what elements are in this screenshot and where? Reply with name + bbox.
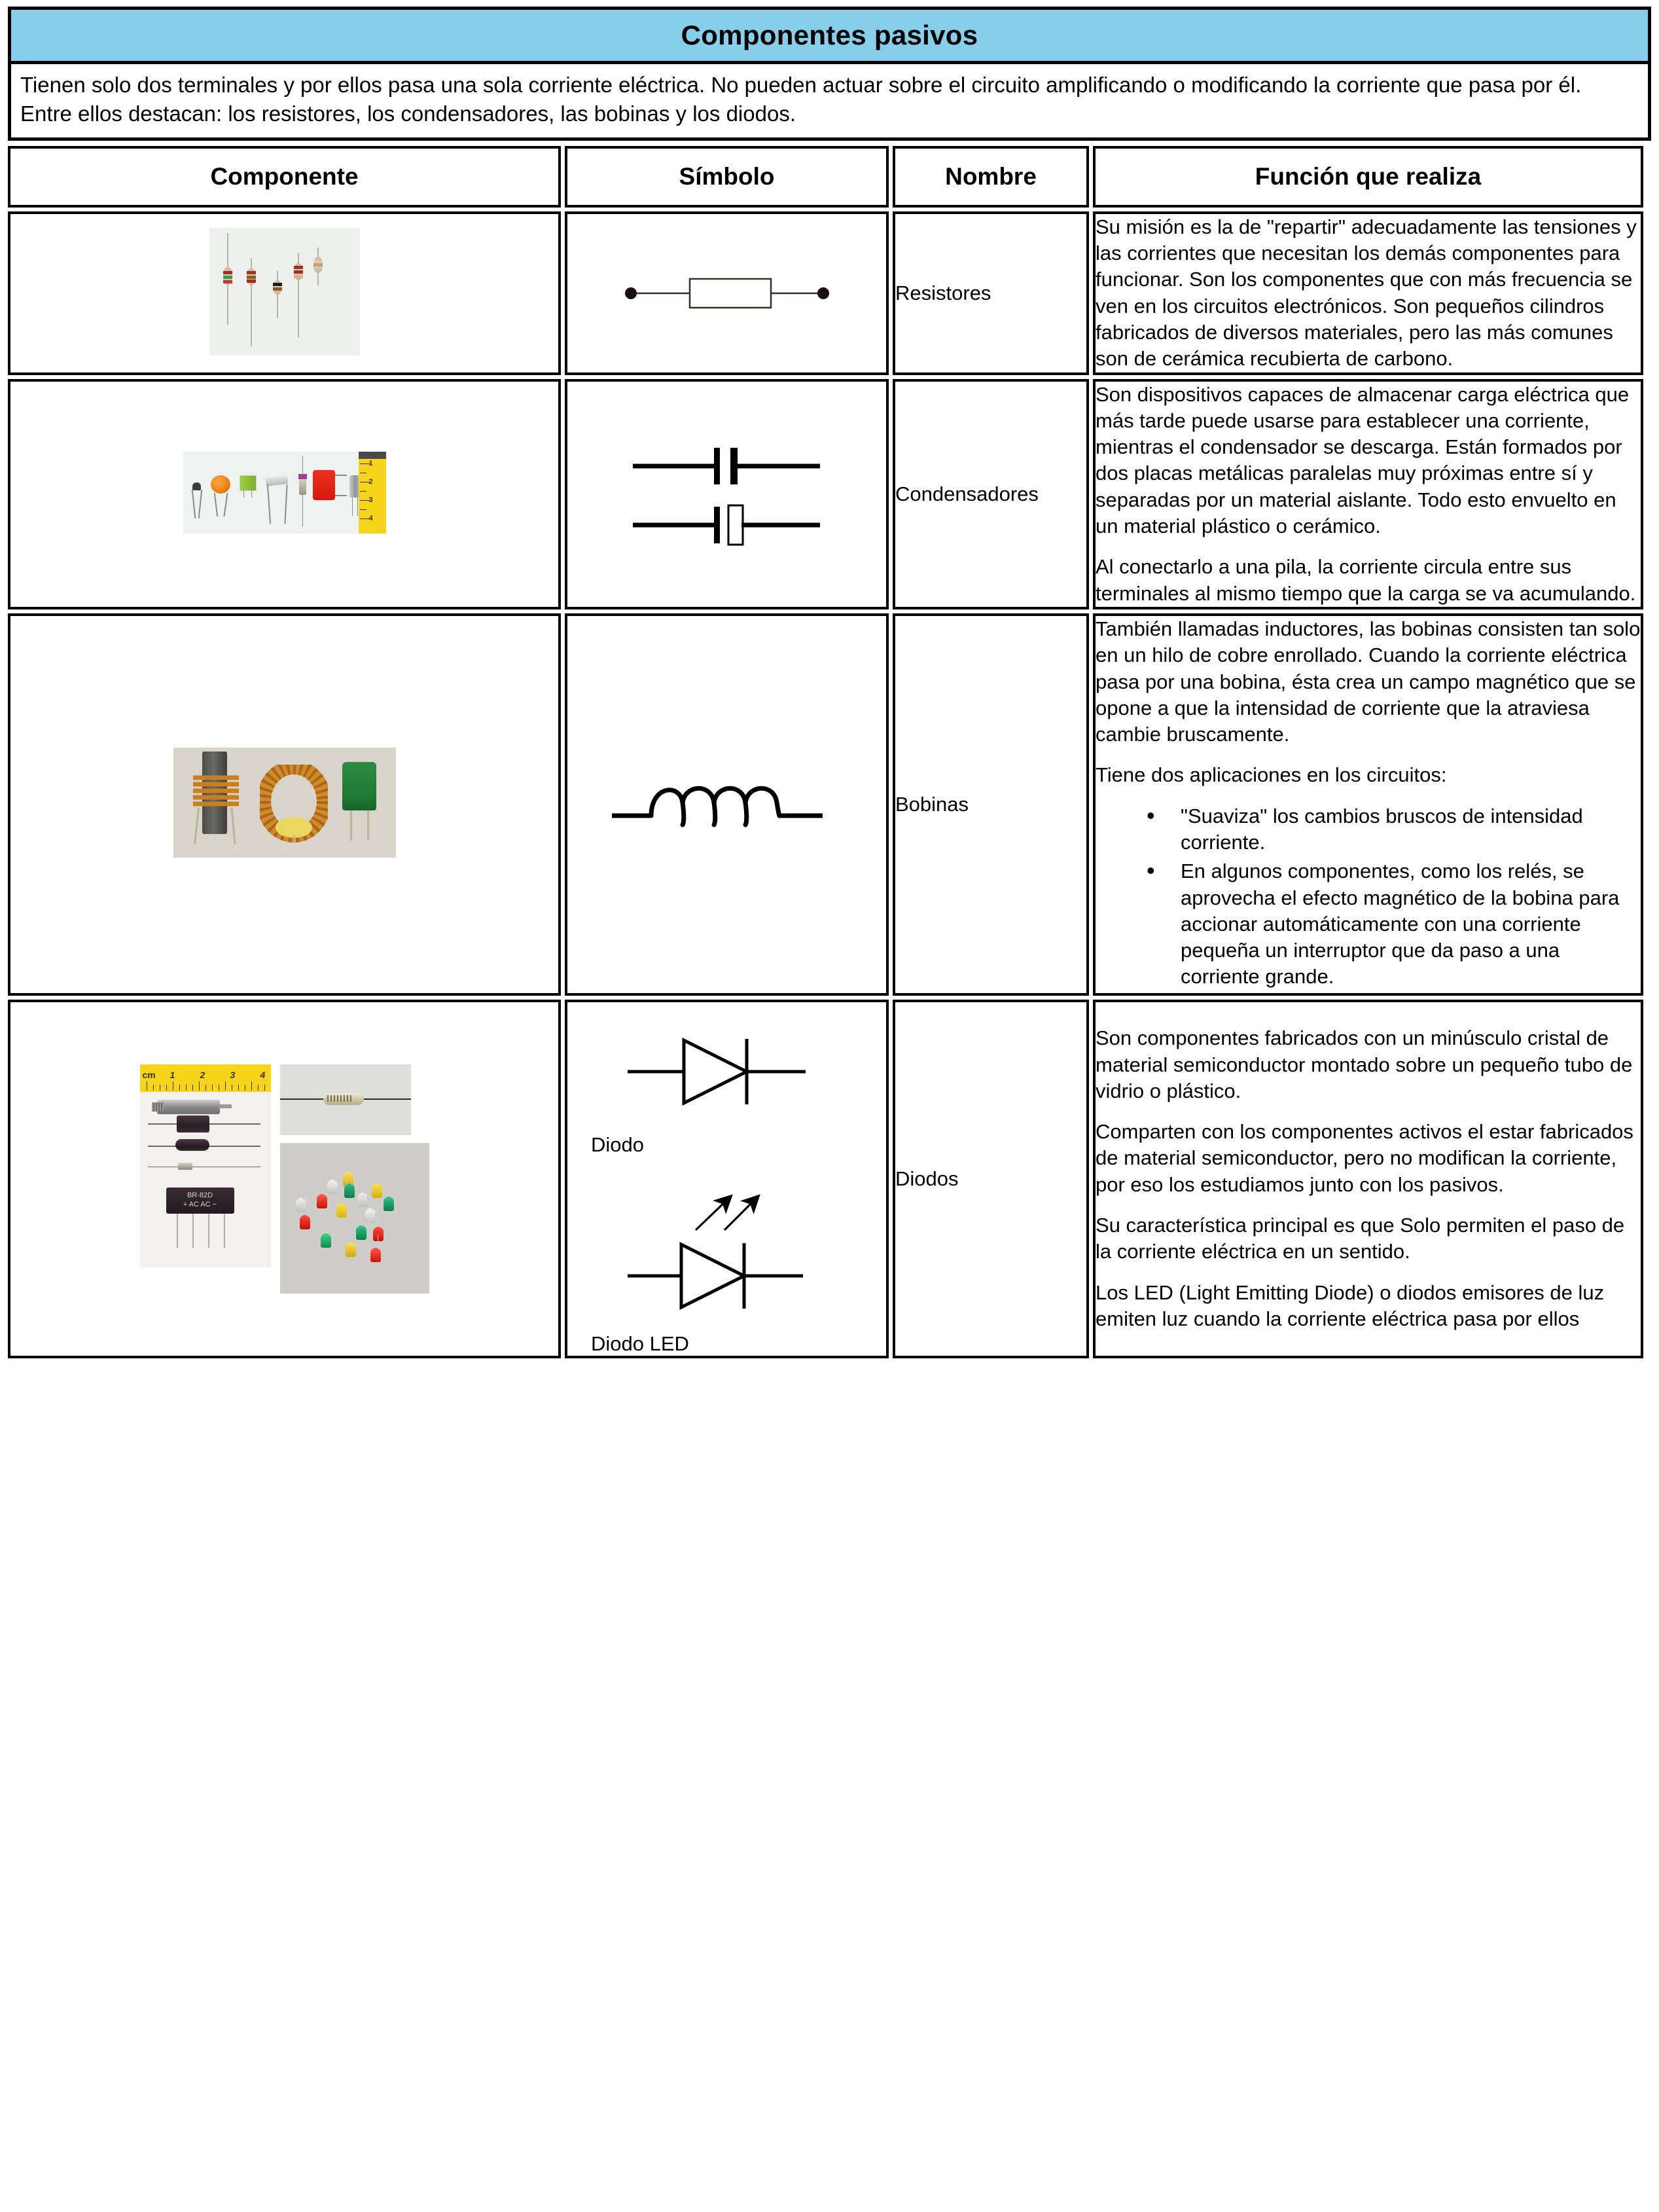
diode-symbol-cell (565, 1000, 889, 1358)
function-cell (1093, 379, 1643, 609)
component-name-cell (893, 379, 1089, 609)
led-symbol (616, 1179, 838, 1330)
function-paragraph: También llamadas inductores, las bobinas consisten tan solo en un hilo de cobre enrollado. Cuando la corriente eléctrica pasa por una bobina, ésta crea un campo magnético que se opone a que la intensidad de corriente que la atraviesa cambie bruscamente. (1096, 617, 1641, 746)
component-name-cell (893, 1000, 1089, 1358)
document-title-banner (8, 7, 1651, 64)
function-cell (1093, 211, 1643, 375)
component-name-cell (893, 211, 1089, 375)
function-paragraph: Su misión es la de "repartir" adecuadamente las tensiones y las corrientes que necesitan los demás componentes para funcionar. Son los componentes que con más frecuencia se ven en los circuitos electrónicos. Son pequeños cilindros fabricados de diversos materiales, pero las más comunes son de cerámica recubierta de carbono. (1096, 215, 1637, 371)
ruler-scale: cm 1 2 3 4 (140, 1064, 271, 1092)
table-row (8, 211, 1643, 375)
toroid-inductor (260, 765, 328, 843)
function-cell (1093, 613, 1643, 996)
list-item: • En algunos componentes, como los relés, se aprovecha el efecto magnético de la bobina para accionar automáticamente con una corriente pequeña un interruptor que da paso a una corriente grande. (1147, 858, 1641, 990)
diodes-photo-cell (8, 1000, 561, 1358)
intro-box (8, 64, 1651, 141)
component-name: Resistores (895, 281, 991, 304)
list-item: • "Suaviza" los cambios bruscos de intensidad corriente. (1147, 803, 1641, 856)
capacitor-symbols (616, 419, 838, 570)
components-table (4, 142, 1647, 1362)
component-name: Bobinas (895, 792, 969, 816)
inductors-photo-cell (8, 613, 561, 996)
component-name: Condensadores (895, 482, 1039, 505)
table-row (8, 379, 1643, 609)
inductor-symbol (603, 762, 851, 847)
resistor-symbol-cell (565, 211, 889, 375)
table-row (8, 613, 1643, 996)
function-paragraph: Al conectarlo a una pila, la corriente circula entre sus terminales al mismo tiempo que la carga se va acumulando. (1096, 555, 1636, 605)
diodes-photo (140, 1064, 271, 1267)
inductors-photo (173, 748, 396, 858)
capacitors-photo-cell (8, 379, 561, 609)
diode-symbol (616, 1006, 838, 1131)
column-header-componente: Componente (8, 146, 561, 208)
page-title: Componentes pasivos (681, 20, 978, 50)
function-cell (1093, 1000, 1643, 1358)
resistor-symbol (619, 254, 835, 333)
capacitors-photo (183, 452, 386, 534)
component-name-cell (893, 613, 1089, 996)
function-paragraph: Son componentes fabricados con un minúsculo cristal de material semiconductor montado sobre un pequeño tubo de vidrio o plástico. (1096, 1026, 1633, 1102)
leds-photo (280, 1143, 429, 1294)
table-header-row (8, 146, 1643, 208)
function-paragraph: Comparten con los componentes activos el estar fabricados de material semiconductor, pero no modifican la corriente, por eso los estudiamos junto con los pasivos. (1096, 1120, 1633, 1196)
column-header-nombre: Nombre (893, 146, 1089, 208)
function-paragraph: Son dispositivos capaces de almacenar carga eléctrica que más tarde puede usarse para establecer una corriente, mientras el condensador se descarga. Están formados por dos placas metálicas paralelas muy próximas entre sí y separadas por un material aislante. Todo esto envuelto en un material plástico o cerámico. (1096, 382, 1630, 538)
column-header-simbolo: Símbolo (565, 146, 889, 208)
inductor-symbol-cell (565, 613, 889, 996)
function-paragraph: Los LED (Light Emitting Diode) o diodos emisores de luz emiten luz cuando la corriente eléctrica pasa por ellos (1096, 1280, 1605, 1330)
table-row (8, 1000, 1643, 1358)
capacitor-symbol (633, 448, 820, 484)
function-bullet-list (1096, 803, 1641, 990)
resistors-photo-cell (8, 211, 561, 375)
function-paragraph: Su característica principal es que Solo permiten el paso de la corriente eléctrica en un sentido. (1096, 1214, 1625, 1263)
led-symbol-label: Diodo LED (591, 1332, 689, 1355)
diode-symbol-label: Diodo (591, 1133, 644, 1156)
bridge-rectifier-label-line1: BR-82D (187, 1191, 213, 1199)
polarized-capacitor-symbol (633, 505, 820, 545)
components-table-wrap (8, 146, 1651, 2204)
glass-diode-photo (280, 1064, 411, 1135)
column-header-funcion: Función que realiza (1093, 146, 1643, 208)
intro-paragraph: Tienen solo dos terminales y por ellos pasa una sola corriente eléctrica. No pueden actuar sobre el circuito amplificando o modificando la corriente que pasa por él. Entre ellos destacan: los resistores, los condensadores, las bobinas y los diodos. (20, 73, 1582, 126)
ruler-scale: 1 2 3 4 (359, 452, 386, 534)
capacitor-symbol-cell (565, 379, 889, 609)
function-paragraph: Tiene dos aplicaciones en los circuitos: (1096, 763, 1447, 787)
resistors-photo (209, 228, 360, 355)
component-name: Diodos (895, 1167, 959, 1190)
bridge-rectifier-label-line2: + AC AC − (183, 1200, 217, 1208)
